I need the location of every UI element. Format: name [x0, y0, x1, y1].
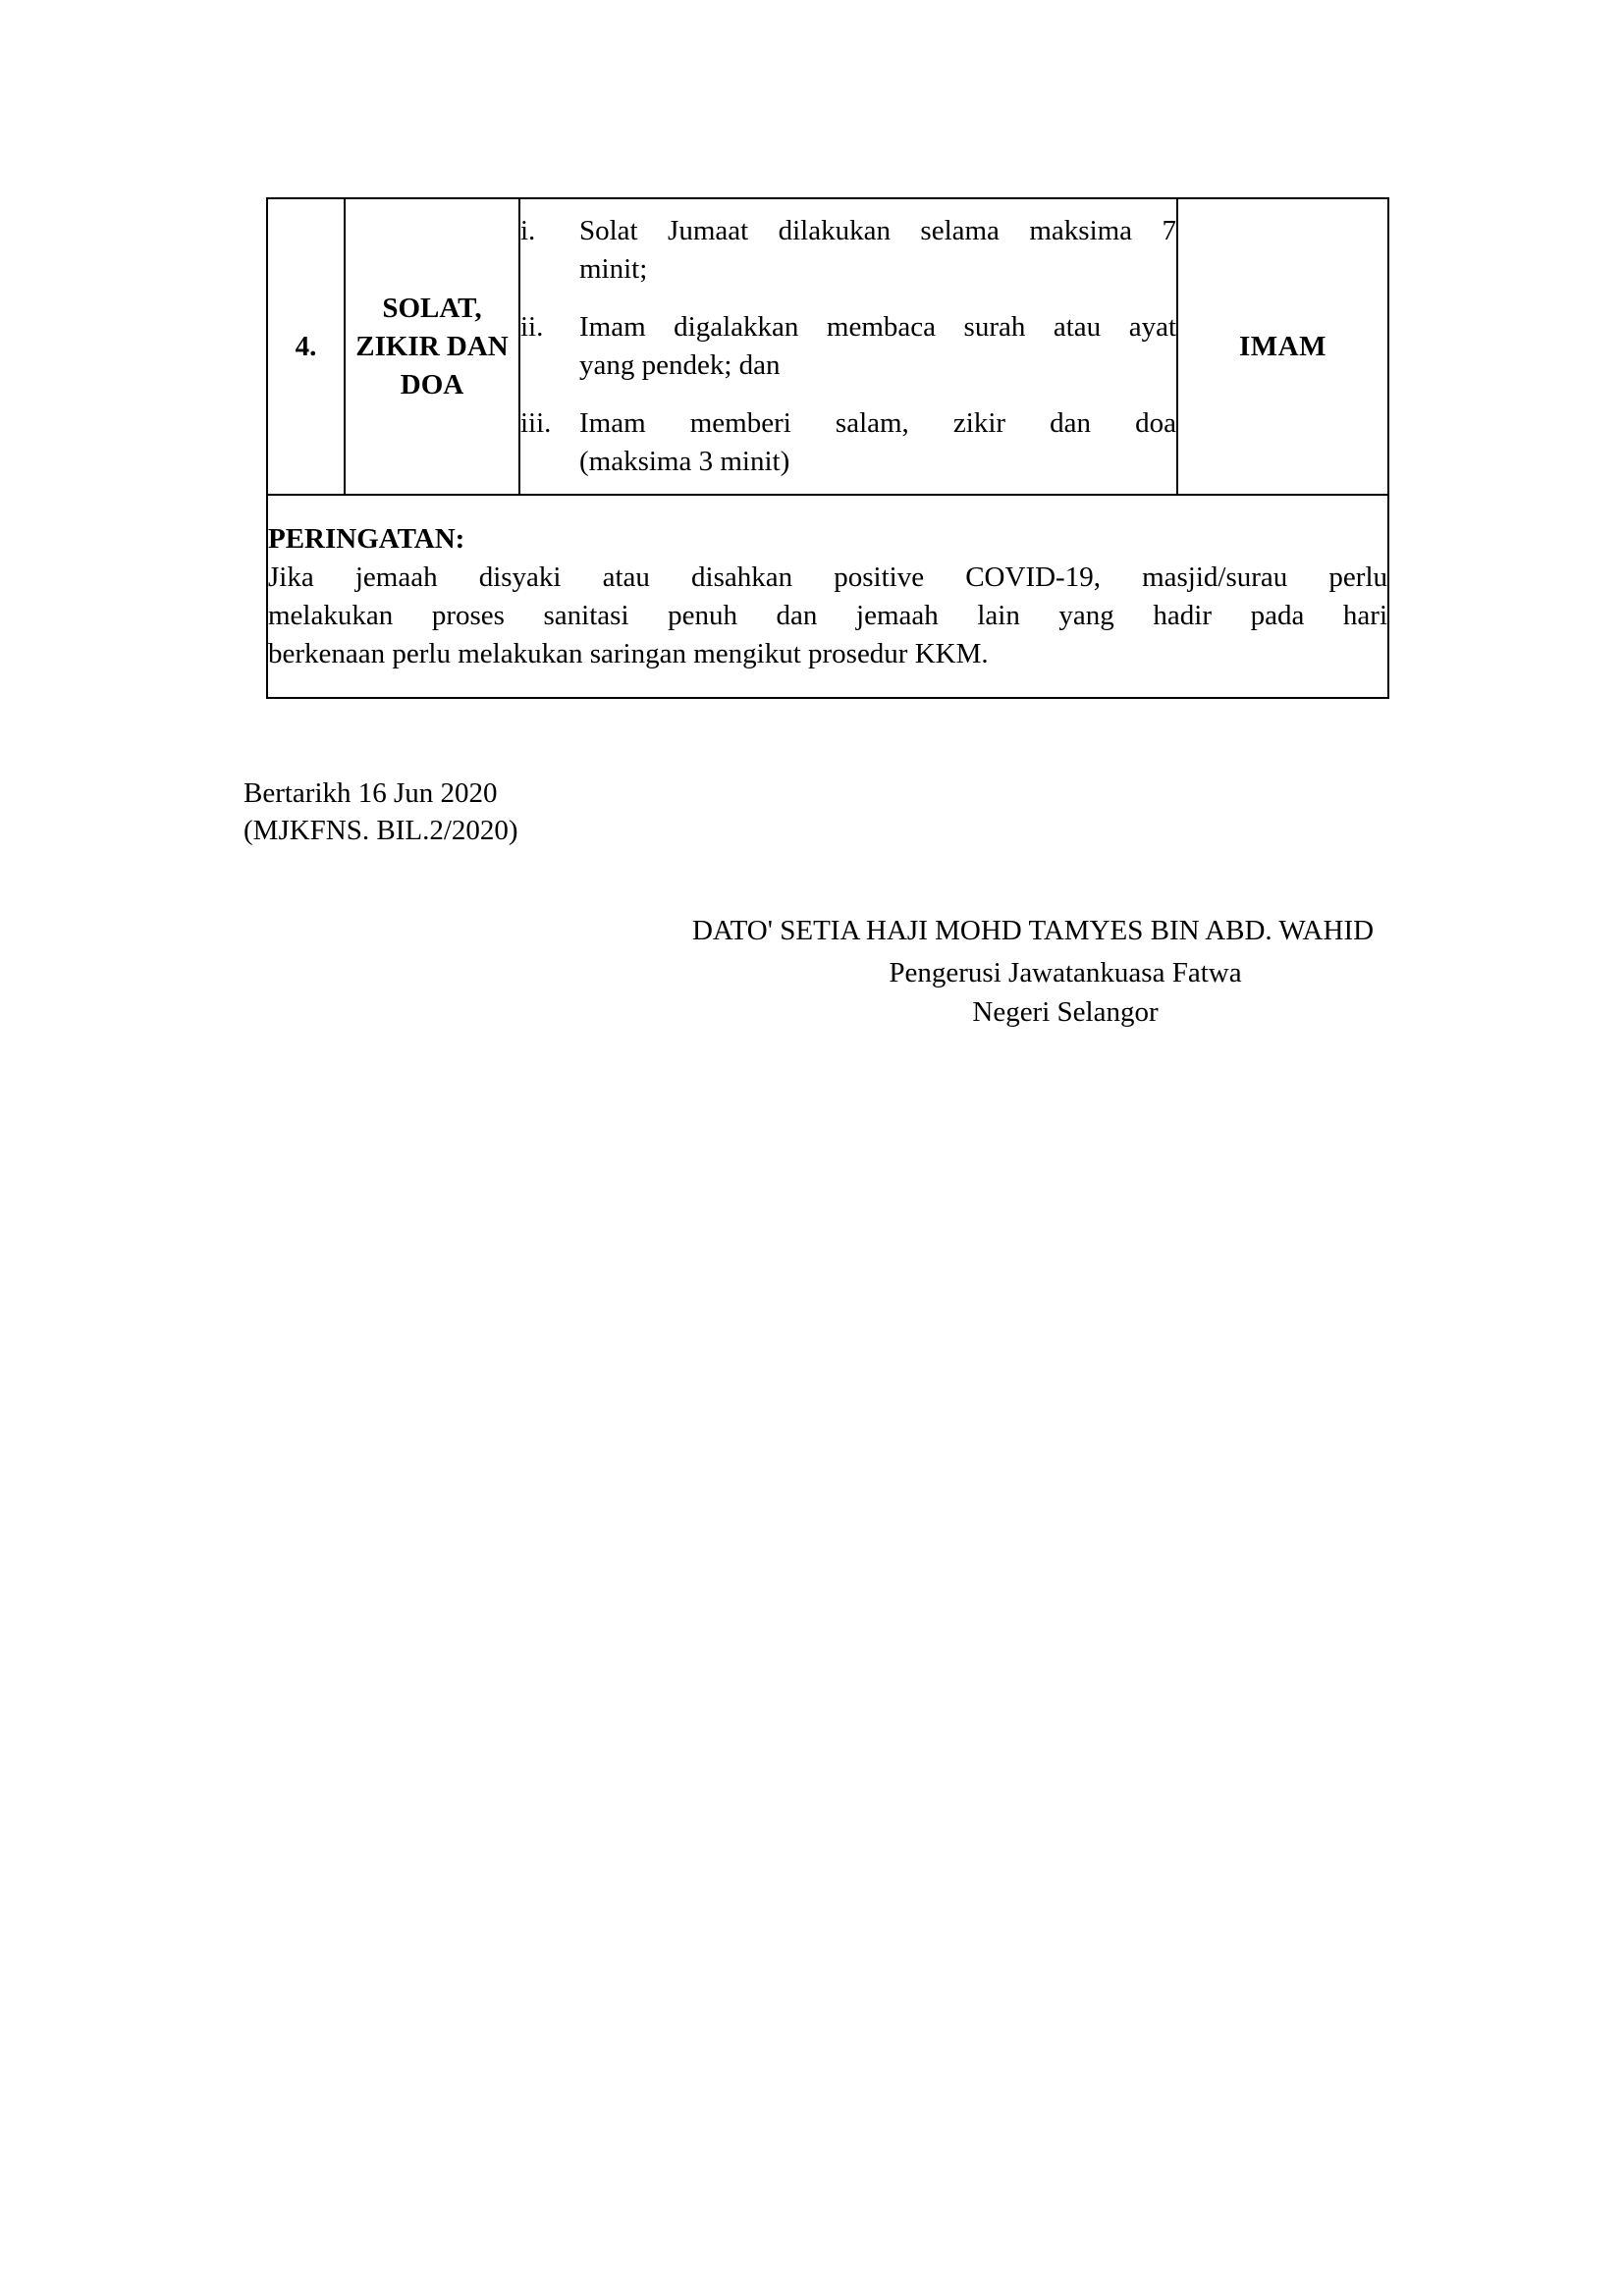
row-number-cell [267, 198, 345, 495]
list-item-text [579, 212, 1176, 289]
warning-text-line: berkenaan perlu melakukan saringan mengikut prosedur KKM. [268, 637, 989, 669]
text-line: (maksima 3 minit) [579, 446, 790, 477]
list-item-marker: ii. [520, 311, 544, 343]
list-item [520, 404, 1176, 481]
category-line: SOLAT, [382, 292, 482, 324]
signatory-region: Negeri Selangor [972, 996, 1159, 1028]
warning-cell [267, 495, 1388, 698]
procedure-table [266, 197, 1389, 699]
warning-text-line: melakukan proses sanitasi penuh dan jemaah lain yang hadir pada hari [268, 599, 1387, 631]
signatory-titles [889, 953, 1241, 1032]
list-item-text [579, 404, 1176, 481]
responsible-cell [1177, 198, 1388, 495]
text-line: Imam memberi salam, zikir dan doa [579, 407, 1176, 439]
warning-title: PERINGATAN: [268, 522, 465, 555]
reference-line: (MJKFNS. BIL.2/2020) [244, 815, 518, 846]
signatory-title: Pengerusi Jawatankuasa Fatwa [889, 957, 1242, 988]
table-row-solat-zikir-doa [267, 198, 1388, 495]
list-item [520, 308, 1176, 385]
list-item-text [579, 308, 1176, 385]
text-line: yang pendek; dan [579, 349, 781, 381]
responsible-label: IMAM [1239, 330, 1326, 362]
list-item [520, 212, 1176, 289]
category-cell [345, 198, 519, 495]
warning-text-line: Jika jemaah disyaki atau disahkan positive COVID-19, masjid/surau perlu [268, 561, 1387, 593]
category-line: DOA [400, 368, 464, 400]
list-item-marker: iii. [520, 407, 552, 439]
text-line: Solat Jumaat dilakukan selama maksima 7 [579, 215, 1176, 246]
signatory-name: DATO' SETIA HAJI MOHD TAMYES BIN ABD. WAHID [691, 915, 1375, 946]
date-block [244, 774, 518, 849]
row-number: 4. [295, 330, 317, 362]
text-line: Imam digalakkan membaca surah atau ayat [579, 311, 1176, 343]
date-line: Bertarikh 16 Jun 2020 [244, 777, 498, 809]
procedure-items-cell [519, 198, 1177, 495]
category-line: ZIKIR DAN [355, 330, 509, 362]
table-row-warning [267, 495, 1388, 698]
text-line: minit; [579, 253, 648, 285]
list-item-marker: i. [520, 215, 536, 246]
